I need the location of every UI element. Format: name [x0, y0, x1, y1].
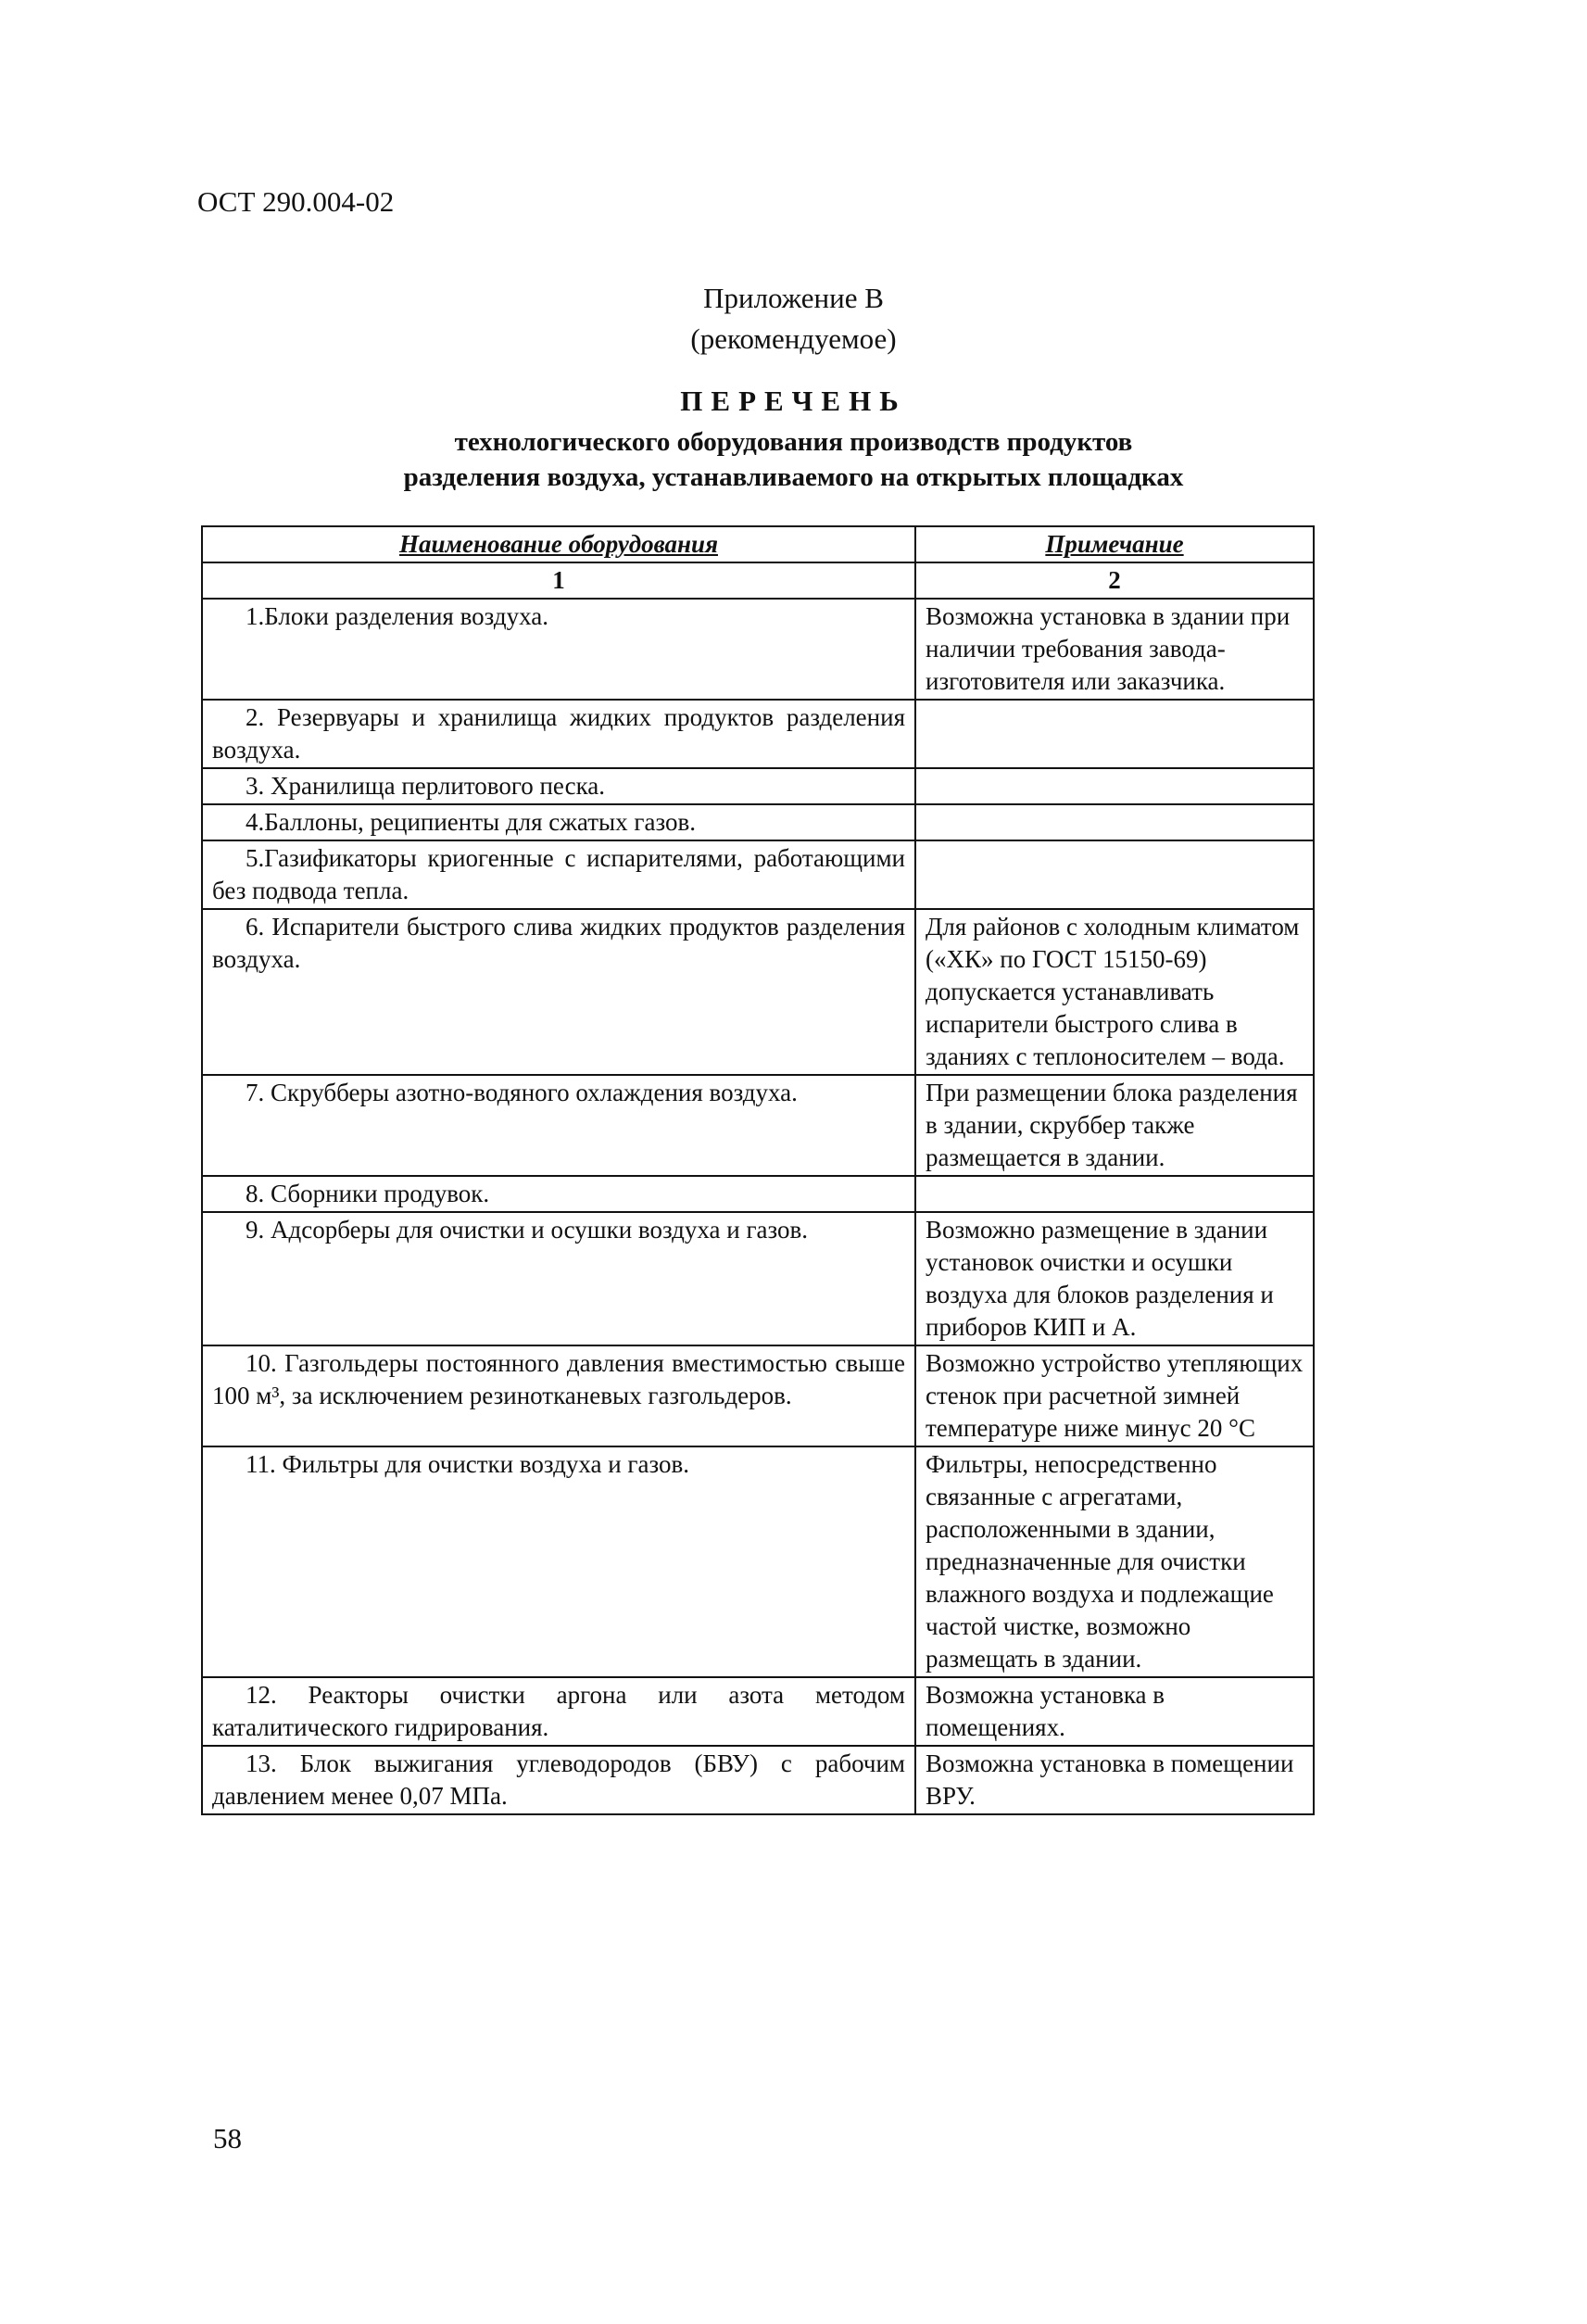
equipment-name-cell: 6. Испарители быстрого слива жидких продуктов разделения воздуха. [202, 909, 915, 1075]
table-row [202, 768, 1314, 804]
table-row [202, 840, 1314, 909]
table-row [202, 909, 1314, 1075]
appendix-title: Приложение В [703, 282, 884, 314]
note-cell: Возможно устройство утепляющих стенок при расчетной зимней температуре ниже минус 20 °С [915, 1345, 1314, 1446]
note-cell [915, 768, 1314, 804]
note-cell [915, 700, 1314, 768]
document-code: ОСТ 290.004-02 [197, 185, 395, 218]
list-title-line-2: разделения воздуха, устанавливаемого на открытых площадках [403, 462, 1184, 492]
note-cell [915, 804, 1314, 840]
note-cell: Возможна установка в здании при наличии требования завода-изготовителя или заказчика. [915, 599, 1314, 700]
list-title-main: ПЕРЕЧЕНЬ [680, 385, 907, 417]
equipment-name-cell: 9. Адсорберы для очистки и осушки воздуха и газов. [202, 1212, 915, 1345]
table-row [202, 700, 1314, 768]
note-cell [915, 840, 1314, 909]
list-title-line-1: технологического оборудования производств продуктов [454, 427, 1133, 457]
note-cell: Возможна установка в помещениях. [915, 1677, 1314, 1746]
equipment-name-cell: 2. Резервуары и хранилища жидких продуктов разделения воздуха. [202, 700, 915, 768]
equipment-name-cell: 5.Газификаторы криогенные с испарителями, работающими без подвода тепла. [202, 840, 915, 909]
equipment-name-cell: 3. Хранилища перлитового песка. [202, 768, 915, 804]
equipment-name-cell: 12. Реакторы очистки аргона или азота методом каталитического гидрирования. [202, 1677, 915, 1746]
column-header-equipment: Наименование оборудования [202, 526, 915, 562]
table-header-row [202, 526, 1314, 562]
note-cell: При размещении блока разделения в здании, скруббер также размещается в здании. [915, 1075, 1314, 1176]
equipment-table [201, 525, 1315, 1815]
equipment-name-cell: 7. Скрубберы азотно-водяного охлаждения воздуха. [202, 1075, 915, 1176]
table-row [202, 1446, 1314, 1677]
table-row [202, 1345, 1314, 1446]
table-row [202, 1075, 1314, 1176]
list-title [0, 382, 1587, 495]
equipment-name-cell: 10. Газгольдеры постоянного давления вместимостью свыше 100 м³, за исключением резинотканевых газгольдеров. [202, 1345, 915, 1446]
note-cell: Возможно размещение в здании установок очистки и осушки воздуха для блоков разделения и приборов КИП и А. [915, 1212, 1314, 1345]
table-row [202, 804, 1314, 840]
equipment-name-cell: 4.Баллоны, реципиенты для сжатых газов. [202, 804, 915, 840]
column-number-row [202, 562, 1314, 599]
note-cell: Для районов с холодным климатом («ХК» по ГОСТ 15150-69) допускается устанавливать испарители быстрого слива в зданиях с теплоносителем – вода. [915, 909, 1314, 1075]
equipment-name-cell: 11. Фильтры для очистки воздуха и газов. [202, 1446, 915, 1677]
column-number-1: 1 [202, 562, 915, 599]
equipment-name-cell: 1.Блоки разделения воздуха. [202, 599, 915, 700]
appendix-heading [0, 278, 1587, 360]
equipment-name-cell: 13. Блок выжигания углеводородов (БВУ) с рабочим давлением менее 0,07 МПа. [202, 1746, 915, 1814]
note-cell: Возможна установка в помещении ВРУ. [915, 1746, 1314, 1814]
table-row [202, 1677, 1314, 1746]
equipment-name-cell: 8. Сборники продувок. [202, 1176, 915, 1212]
note-cell [915, 1176, 1314, 1212]
table-row [202, 1212, 1314, 1345]
column-number-2: 2 [915, 562, 1314, 599]
table-row [202, 599, 1314, 700]
table-row [202, 1746, 1314, 1814]
column-header-note: Примечание [915, 526, 1314, 562]
note-cell: Фильтры, непосредственно связанные с агрегатами, расположенными в здании, предназначенные для очистки влажного воздуха и подлежащие частой чистке, возможно размещать в здании. [915, 1446, 1314, 1677]
table-row [202, 1176, 1314, 1212]
page-number: 58 [213, 2122, 242, 2154]
appendix-subtitle: (рекомендуемое) [690, 322, 897, 355]
